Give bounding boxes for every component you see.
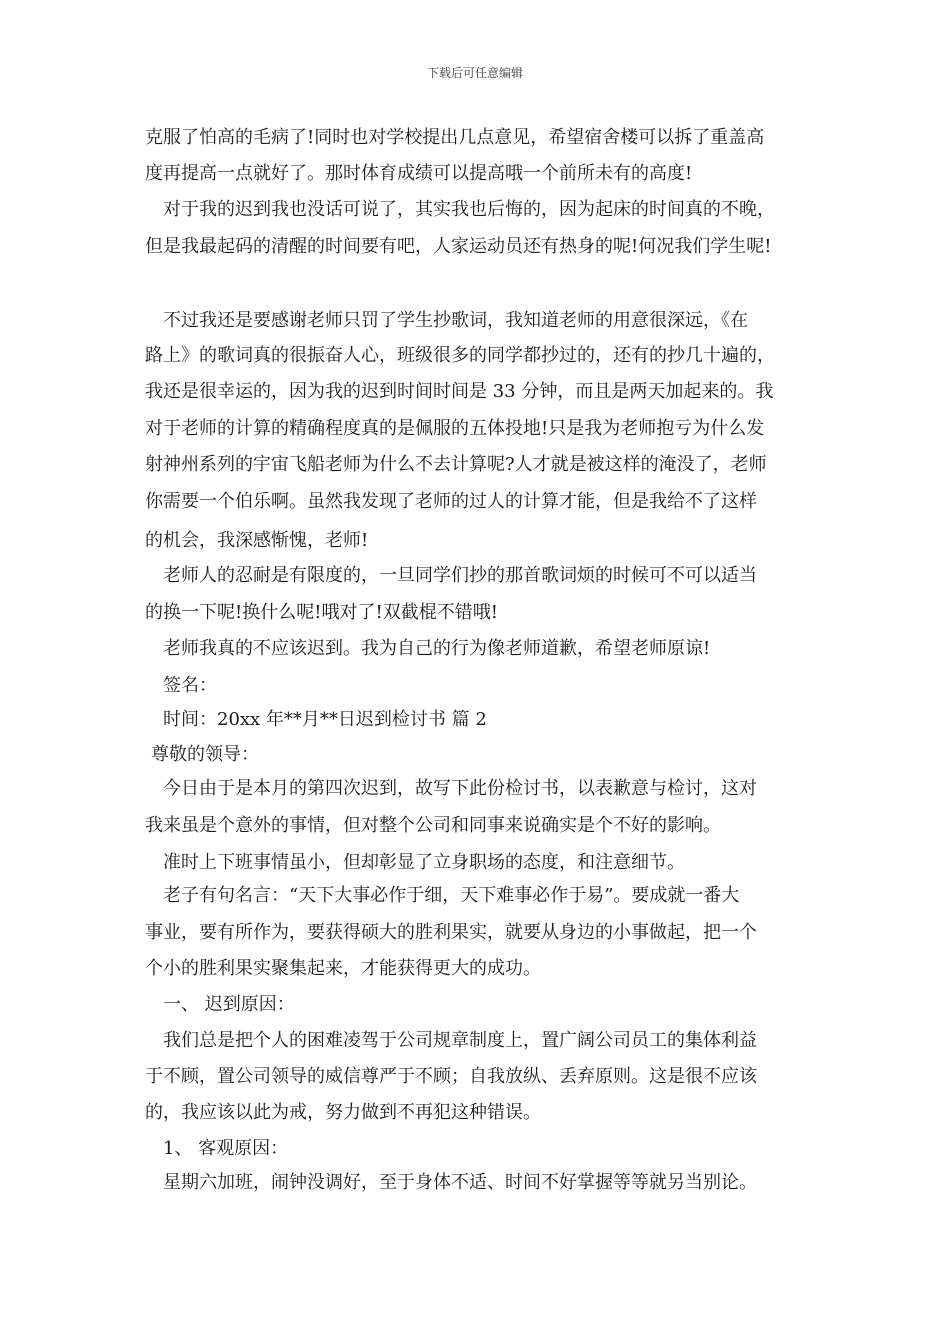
section-heading: 一、 迟到原因： xyxy=(163,994,295,1015)
text-line: 老师我真的不应该迟到。我为自己的行为像老师道歉，希望老师原谅! xyxy=(163,638,711,659)
text-line: 我们总是把个人的困难凌驾于公司规章制度上，置广阔公司员工的集体利益 xyxy=(163,1030,757,1051)
text-line: 克服了怕高的毛病了!同时也对学校提出几点意见，希望宿舍楼可以拆了重盖高 xyxy=(145,127,765,148)
text-line: 准时上下班事情虽小，但却彰显了立身职场的态度，和注意细节。 xyxy=(163,852,685,873)
text-line: 事业，要有所作为，要获得硕大的胜利果实，就要从身边的小事做起，把一个 xyxy=(145,922,757,943)
page-header: 下载后可任意编辑 xyxy=(426,66,523,80)
text-line: 我来虽是个意外的事情，但对整个公司和同事来说确实是个不好的影响。 xyxy=(145,815,721,836)
text-line: 你需要一个伯乐啊。虽然我发现了老师的过人的计算才能，但是我给不了这样 xyxy=(145,491,757,512)
text-line: 星期六加班，闹钟没调好，至于身体不适、时间不好掌握等等就另当别论。 xyxy=(163,1172,757,1193)
text-line: 不过我还是要感谢老师只罚了学生抄歌词，我知道老师的用意很深远，《在 xyxy=(163,310,748,331)
text-line: 于不顾，置公司领导的威信尊严于不顾；自我放纵、丢弃原则。这是很不应该 xyxy=(145,1066,757,1087)
text-line: 老子有句名言：“天下大事必作于细，天下难事必作于易”。要成就一番大 xyxy=(163,885,740,906)
text-line: 射神州系列的宇宙飞船老师为什么不去计算呢?人才就是被这样的淹没了，老师 xyxy=(145,454,767,475)
subsection-heading: 1、 客观原因： xyxy=(163,1138,289,1159)
date-and-title-line: 时间：20xx 年**月**日迟到检讨书 篇 2 xyxy=(163,709,487,730)
text-line: 老师人的忍耐是有限度的，一旦同学们抄的那首歌词烦的时候可不可以适当 xyxy=(163,565,757,586)
text-line: 但是我最起码的清醒的时间要有吧，人家运动员还有热身的呢!何况我们学生呢! xyxy=(145,236,772,257)
text-line: 对于我的迟到我也没话可说了，其实我也后悔的，因为起床的时间真的不晚， xyxy=(163,199,775,220)
text-line: 的，我应该以此为戒，努力做到不再犯这种错误。 xyxy=(145,1102,541,1123)
text-line: 路上》的歌词真的很振奋人心，班级很多的同学都抄过的，还有的抄几十遍的， xyxy=(145,345,775,366)
text-line: 的机会，我深感惭愧，老师! xyxy=(145,530,369,551)
text-line: 今日由于是本月的第四次迟到，故写下此份检讨书，以表歉意与检讨，这对 xyxy=(163,778,757,799)
text-line: 我还是很幸运的，因为我的迟到时间时间是 33 分钟，而且是两天加起来的。我 xyxy=(145,381,774,402)
text-line: 度再提高一点就好了。那时体育成绩可以提高哦一个前所未有的高度! xyxy=(145,163,693,184)
salutation: 尊敬的领导： xyxy=(151,744,259,765)
text-line: 的换一下呢!换什么呢!哦对了!双截棍不错哦! xyxy=(145,602,498,623)
signature-label: 签名： xyxy=(163,675,217,696)
text-line: 对于老师的计算的精确程度真的是佩服的五体投地!只是我为老师抱亏为什么发 xyxy=(145,418,765,439)
text-line: 个小的胜利果实聚集起来，才能获得更大的成功。 xyxy=(145,958,541,979)
